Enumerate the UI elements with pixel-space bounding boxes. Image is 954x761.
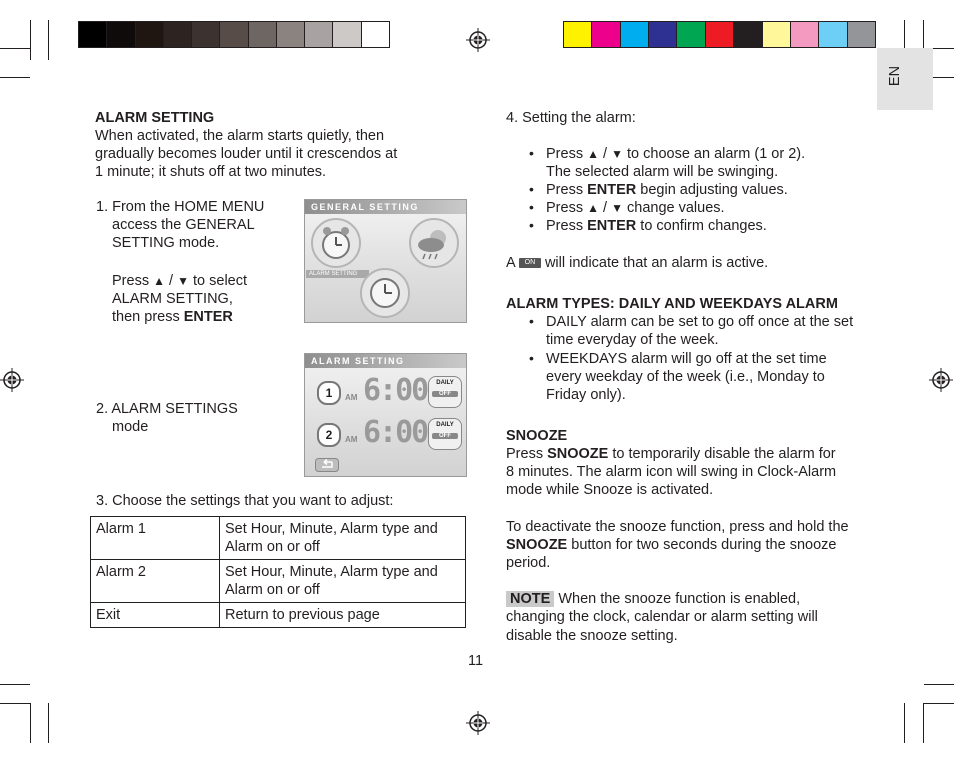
step1-text: 1. From the HOME MENU bbox=[96, 199, 265, 215]
description-line: Alarm on or off bbox=[225, 582, 320, 598]
bullet: • bbox=[529, 217, 534, 233]
color-swatch bbox=[164, 22, 192, 47]
press-text: Press bbox=[546, 200, 584, 216]
color-swatch bbox=[249, 22, 277, 47]
color-swatch bbox=[848, 22, 875, 47]
slash-text: / bbox=[603, 146, 608, 162]
indicator-post-text: will indicate that an alarm is active. bbox=[544, 255, 769, 271]
alarm-setting-label: ALARM SETTING bbox=[306, 270, 369, 278]
crop-mark bbox=[924, 703, 954, 704]
press-text: Press bbox=[546, 182, 584, 198]
weather-icon bbox=[407, 216, 461, 270]
table-row bbox=[91, 517, 466, 560]
color-swatch bbox=[305, 22, 333, 47]
section-heading-alarm-types: ALARM TYPES: DAILY AND WEEKDAYS ALARM bbox=[506, 296, 838, 312]
page-number: 11 bbox=[468, 653, 484, 669]
bullet: • bbox=[529, 350, 534, 366]
bullet-text: begin adjusting values. bbox=[640, 182, 788, 198]
crop-mark bbox=[30, 20, 31, 60]
down-arrow-icon: ▼ bbox=[177, 274, 189, 288]
screen-header: ALARM SETTING bbox=[305, 354, 466, 368]
down-arrow-icon: ▼ bbox=[611, 201, 623, 215]
bullet-text: The selected alarm will be swinging. bbox=[546, 164, 779, 180]
color-swatch bbox=[362, 22, 389, 47]
step2-text: mode bbox=[112, 419, 149, 435]
table-cell-description bbox=[220, 517, 466, 560]
table-cell-item: Alarm 1 bbox=[91, 517, 220, 560]
crop-mark bbox=[30, 703, 31, 743]
up-arrow-icon: ▲ bbox=[153, 274, 165, 288]
note-text: changing the clock, calendar or alarm setting will bbox=[506, 609, 818, 625]
alarm-type-text: DAILY alarm can be set to go off once at the set bbox=[546, 314, 854, 330]
return-arrow-icon bbox=[315, 458, 339, 472]
table-cell-item: Alarm 2 bbox=[91, 560, 220, 603]
registration-mark-icon bbox=[466, 28, 490, 52]
alarm-time: 6:00 bbox=[363, 373, 428, 408]
up-arrow-icon: ▲ bbox=[587, 147, 599, 161]
deactivate-text: period. bbox=[506, 555, 551, 571]
description-line: Set Hour, Minute, Alarm type and bbox=[225, 521, 438, 537]
alarm-state-text: OFF bbox=[432, 433, 458, 439]
crop-mark bbox=[0, 48, 30, 49]
intro-text: 1 minute; it shuts off at two minutes. bbox=[95, 164, 327, 180]
down-arrow-icon: ▼ bbox=[611, 147, 623, 161]
alarm-type-text: DAILY bbox=[436, 422, 454, 428]
deactivate-text: To deactivate the snooze function, press and hold the bbox=[506, 519, 849, 535]
bullet-enter-begin bbox=[546, 181, 788, 199]
color-swatch bbox=[592, 22, 620, 47]
section-heading-snooze: SNOOZE bbox=[506, 428, 568, 444]
general-setting-screen-image bbox=[304, 199, 467, 323]
bullet: • bbox=[529, 181, 534, 197]
color-swatch bbox=[649, 22, 677, 47]
alarm-on-icon: ON bbox=[519, 258, 541, 268]
color-swatch bbox=[136, 22, 164, 47]
snooze-key-text: SNOOZE bbox=[506, 537, 568, 553]
press-text: Press bbox=[112, 273, 150, 289]
press-text: Press bbox=[546, 146, 584, 162]
bullet-text: change values. bbox=[627, 200, 725, 216]
step1-text: access the GENERAL bbox=[112, 217, 255, 233]
registration-mark-icon bbox=[0, 368, 24, 392]
deactivate-text bbox=[506, 536, 836, 554]
table-row bbox=[91, 603, 466, 628]
snooze-desc-text: to temporarily disable the alarm for bbox=[612, 446, 836, 462]
enter-key-text: ENTER bbox=[587, 182, 637, 198]
alarm-indicator-line bbox=[506, 254, 768, 272]
note-badge: NOTE bbox=[506, 591, 554, 607]
press-text: Press bbox=[506, 446, 544, 462]
description-line: Set Hour, Minute, Alarm type and bbox=[225, 564, 438, 580]
color-swatch bbox=[621, 22, 649, 47]
color-swatch bbox=[277, 22, 305, 47]
description-line: Alarm on or off bbox=[225, 539, 320, 555]
alarm-type-text: Friday only). bbox=[546, 387, 626, 403]
slash-text: / bbox=[169, 273, 174, 289]
alarm-number-badge: 1 bbox=[317, 381, 341, 405]
alarm-type-text: every weekday of the week (i.e., Monday to bbox=[546, 369, 825, 385]
color-swatch bbox=[763, 22, 791, 47]
intro-text: When activated, the alarm starts quietly, then bbox=[95, 128, 385, 144]
step1-text: SETTING mode. bbox=[112, 235, 220, 251]
alarm-row-1 bbox=[315, 374, 461, 412]
language-tab bbox=[877, 48, 933, 110]
screen-header: GENERAL SETTING bbox=[305, 200, 466, 214]
color-swatch bbox=[192, 22, 220, 47]
crop-mark bbox=[923, 703, 924, 743]
press-suffix-text: to select bbox=[193, 273, 248, 289]
alarm-ampm: AM bbox=[345, 435, 358, 444]
indicator-pre-text: A bbox=[506, 255, 515, 271]
intro-text: gradually becomes louder until it crescendos at bbox=[95, 146, 398, 162]
bullet-change-values bbox=[546, 199, 725, 217]
step4-text: 4. Setting the alarm: bbox=[506, 110, 636, 126]
note-text: disable the snooze setting. bbox=[506, 628, 678, 644]
step1-text: ALARM SETTING, bbox=[112, 291, 233, 307]
color-swatch bbox=[107, 22, 135, 47]
bullet-choose-alarm bbox=[546, 145, 805, 163]
table-row bbox=[91, 560, 466, 603]
language-tab-label: EN bbox=[887, 65, 904, 87]
table-cell-item: Exit bbox=[91, 603, 220, 628]
bullet-enter-confirm bbox=[546, 217, 767, 235]
alarm-type-badge bbox=[428, 418, 462, 450]
color-swatch bbox=[677, 22, 705, 47]
step1-press-line bbox=[112, 272, 247, 290]
note-text: When the snooze function is enabled, bbox=[558, 591, 801, 607]
step3-text: 3. Choose the settings that you want to adjust: bbox=[96, 493, 394, 509]
enter-key-text: ENTER bbox=[587, 218, 637, 234]
clock-icon bbox=[358, 266, 412, 320]
up-arrow-icon: ▲ bbox=[587, 201, 599, 215]
crop-mark bbox=[0, 77, 30, 78]
alarm-state-text: OFF bbox=[432, 391, 458, 397]
color-swatch bbox=[333, 22, 361, 47]
alarm-type-text: WEEKDAYS alarm will go off at the set time bbox=[546, 351, 827, 367]
color-swatch bbox=[791, 22, 819, 47]
crop-mark bbox=[48, 20, 49, 60]
snooze-text bbox=[506, 445, 836, 463]
alarm-type-text: time everyday of the week. bbox=[546, 332, 719, 348]
snooze-key-text: SNOOZE bbox=[547, 446, 609, 462]
alarm-type-badge bbox=[428, 376, 462, 408]
settings-table bbox=[90, 516, 466, 628]
alarm-ampm: AM bbox=[345, 393, 358, 402]
grayscale-color-bar bbox=[78, 21, 390, 48]
crop-mark bbox=[0, 703, 30, 704]
snooze-text: mode while Snooze is activated. bbox=[506, 482, 714, 498]
process-color-bar bbox=[563, 21, 876, 48]
step1-then-line bbox=[112, 308, 233, 326]
alarm-type-text: DAILY bbox=[436, 380, 454, 386]
section-heading-alarm-setting: ALARM SETTING bbox=[95, 110, 215, 126]
press-text: Press bbox=[546, 218, 584, 234]
snooze-text: 8 minutes. The alarm icon will swing in Clock-Alarm bbox=[506, 464, 837, 480]
bullet: • bbox=[529, 199, 534, 215]
alarm-setting-screen-image bbox=[304, 353, 467, 477]
description-line: Return to previous page bbox=[225, 607, 380, 623]
color-swatch bbox=[706, 22, 734, 47]
color-swatch bbox=[79, 22, 107, 47]
crop-mark bbox=[904, 703, 905, 743]
slash-text: / bbox=[603, 200, 608, 216]
alarm-number-badge: 2 bbox=[317, 423, 341, 447]
note-line bbox=[506, 590, 800, 608]
bullet-text: to choose an alarm (1 or 2). bbox=[627, 146, 806, 162]
bullet-text: to confirm changes. bbox=[640, 218, 767, 234]
color-swatch bbox=[734, 22, 762, 47]
crop-mark bbox=[48, 703, 49, 743]
color-swatch bbox=[220, 22, 248, 47]
table-cell-description bbox=[220, 603, 466, 628]
alarm-time: 6:00 bbox=[363, 415, 428, 450]
color-swatch bbox=[564, 22, 592, 47]
registration-mark-icon bbox=[466, 711, 490, 735]
color-swatch bbox=[819, 22, 847, 47]
crop-mark bbox=[924, 684, 954, 685]
enter-key-text: ENTER bbox=[183, 309, 233, 325]
crop-mark bbox=[0, 684, 30, 685]
alarm-clock-icon bbox=[309, 216, 363, 270]
registration-mark-icon bbox=[929, 368, 953, 392]
bullet: • bbox=[529, 145, 534, 161]
deactivate-desc-text: button for two seconds during the snooze bbox=[571, 537, 837, 553]
alarm-row-2 bbox=[315, 416, 461, 454]
table-cell-description bbox=[220, 560, 466, 603]
step2-text: 2. ALARM SETTINGS bbox=[96, 401, 238, 417]
bullet: • bbox=[529, 313, 534, 329]
then-press-text: then press bbox=[112, 309, 180, 325]
